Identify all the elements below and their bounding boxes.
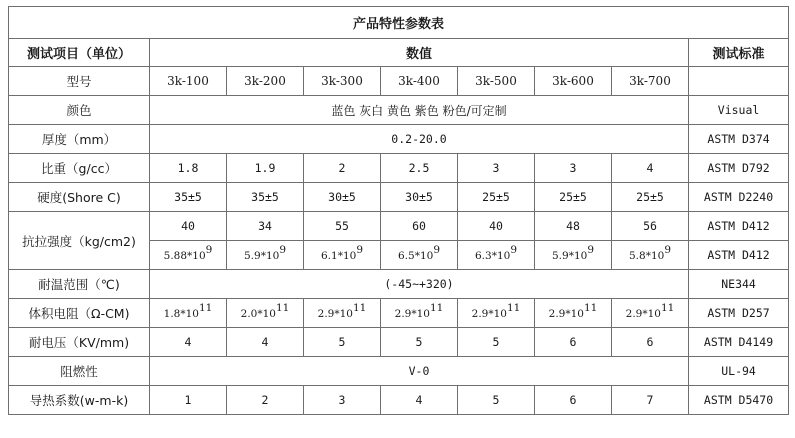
voltage-cell: 5 (304, 328, 381, 357)
thermal-cell: 6 (535, 386, 612, 415)
model-cell: 3k-400 (381, 67, 458, 96)
tensile-sci-cell: $5.9*10^9$ (535, 241, 612, 270)
hardness-cell: 30±5 (381, 183, 458, 212)
tensile-sci-standard: ASTM D412 (689, 241, 789, 270)
tensile-standard: ASTM D412 (689, 212, 789, 241)
thermal-cell: 2 (227, 386, 304, 415)
header-item: 测试项目（单位） (9, 39, 150, 67)
thermal-standard: ASTM D5470 (689, 386, 789, 415)
row-label-resistivity: 体积电阻（Ω-CM) (9, 299, 150, 328)
table-row-flame (9, 357, 789, 386)
density-cell: 1.9 (227, 154, 304, 183)
row-label-color: 颜色 (9, 96, 150, 125)
density-cell: 2 (304, 154, 381, 183)
tensile-sci-cell: $6.1*10^9$ (304, 241, 381, 270)
density-cell: 1.8 (150, 154, 227, 183)
table-row-hardness (9, 183, 789, 212)
tensile-sci-cell: $6.5*10^9$ (381, 241, 458, 270)
table-row-temp (9, 270, 789, 299)
hardness-cell: 30±5 (304, 183, 381, 212)
table-row-model (9, 67, 789, 96)
hardness-cell: 25±5 (535, 183, 612, 212)
tensile-sci-cell: $6.3*10^9$ (458, 241, 535, 270)
color-standard: Visual (689, 96, 789, 125)
product-spec-table (8, 6, 789, 415)
row-label-temp: 耐温范围（℃) (9, 270, 150, 299)
voltage-cell: 4 (227, 328, 304, 357)
tensile-cell: 40 (458, 212, 535, 241)
table-row-density (9, 154, 789, 183)
voltage-standard: ASTM D4149 (689, 328, 789, 357)
resistivity-standard: ASTM D257 (689, 299, 789, 328)
color-value: 蓝色 灰白 黄色 紫色 粉色/可定制 (150, 96, 689, 125)
tensile-cell: 40 (150, 212, 227, 241)
tensile-cell: 60 (381, 212, 458, 241)
model-cell: 3k-100 (150, 67, 227, 96)
header-standard: 测试标准 (689, 39, 789, 67)
density-standard: ASTM D792 (689, 154, 789, 183)
model-cell: 3k-300 (304, 67, 381, 96)
voltage-cell: 5 (458, 328, 535, 357)
temp-standard: NE344 (689, 270, 789, 299)
density-cell: 4 (612, 154, 689, 183)
model-cell: 3k-200 (227, 67, 304, 96)
thermal-cell: 7 (612, 386, 689, 415)
resistivity-cell: $2.9*10^{11}$ (458, 299, 535, 328)
flame-value: V-0 (150, 357, 689, 386)
model-standard (689, 67, 789, 96)
density-cell: 2.5 (381, 154, 458, 183)
table-row-color (9, 96, 789, 125)
flame-standard: UL-94 (689, 357, 789, 386)
voltage-cell: 5 (381, 328, 458, 357)
density-cell: 3 (458, 154, 535, 183)
row-label-tensile: 抗拉强度（kg/cm2) (9, 212, 150, 270)
density-cell: 3 (535, 154, 612, 183)
table-title: 产品特性参数表 (9, 7, 789, 39)
header-values: 数值 (150, 39, 689, 67)
thermal-cell: 4 (381, 386, 458, 415)
thermal-cell: 5 (458, 386, 535, 415)
tensile-sci-cell: $5.88*10^9$ (150, 241, 227, 270)
row-label-voltage: 耐电压（KV/mm) (9, 328, 150, 357)
resistivity-cell: $2.9*10^{11}$ (381, 299, 458, 328)
tensile-sci-cell: $5.8*10^9$ (612, 241, 689, 270)
row-label-density: 比重（g/cc） (9, 154, 150, 183)
table-row-tensile (9, 212, 789, 241)
hardness-cell: 25±5 (612, 183, 689, 212)
hardness-cell: 25±5 (458, 183, 535, 212)
resistivity-cell: $2.9*10^{11}$ (612, 299, 689, 328)
voltage-cell: 6 (612, 328, 689, 357)
hardness-standard: ASTM D2240 (689, 183, 789, 212)
row-label-thickness: 厚度（mm） (9, 125, 150, 154)
hardness-cell: 35±5 (150, 183, 227, 212)
row-label-hardness: 硬度(Shore C) (9, 183, 150, 212)
hardness-cell: 35±5 (227, 183, 304, 212)
temp-value: (-45~+320) (150, 270, 689, 299)
tensile-cell: 55 (304, 212, 381, 241)
table-row-thermal (9, 386, 789, 415)
row-label-thermal: 导热系数(w-m-k) (9, 386, 150, 415)
tensile-sci-cell: $5.9*10^9$ (227, 241, 304, 270)
table-row-voltage (9, 328, 789, 357)
table-row-resistivity (9, 299, 789, 328)
resistivity-cell: $1.8*10^{11}$ (150, 299, 227, 328)
thickness-value: 0.2-20.0 (150, 125, 689, 154)
thermal-cell: 1 (150, 386, 227, 415)
thickness-standard: ASTM D374 (689, 125, 789, 154)
row-label-flame: 阻燃性 (9, 357, 150, 386)
voltage-cell: 4 (150, 328, 227, 357)
model-cell: 3k-600 (535, 67, 612, 96)
voltage-cell: 6 (535, 328, 612, 357)
spec-sheet (8, 6, 788, 415)
table-row-thickness (9, 125, 789, 154)
tensile-cell: 34 (227, 212, 304, 241)
model-cell: 3k-700 (612, 67, 689, 96)
thermal-cell: 3 (304, 386, 381, 415)
tensile-cell: 48 (535, 212, 612, 241)
tensile-cell: 56 (612, 212, 689, 241)
row-label-model: 型号 (9, 67, 150, 96)
resistivity-cell: $2.9*10^{11}$ (535, 299, 612, 328)
model-cell: 3k-500 (458, 67, 535, 96)
resistivity-cell: $2.0*10^{11}$ (227, 299, 304, 328)
resistivity-cell: $2.9*10^{11}$ (304, 299, 381, 328)
